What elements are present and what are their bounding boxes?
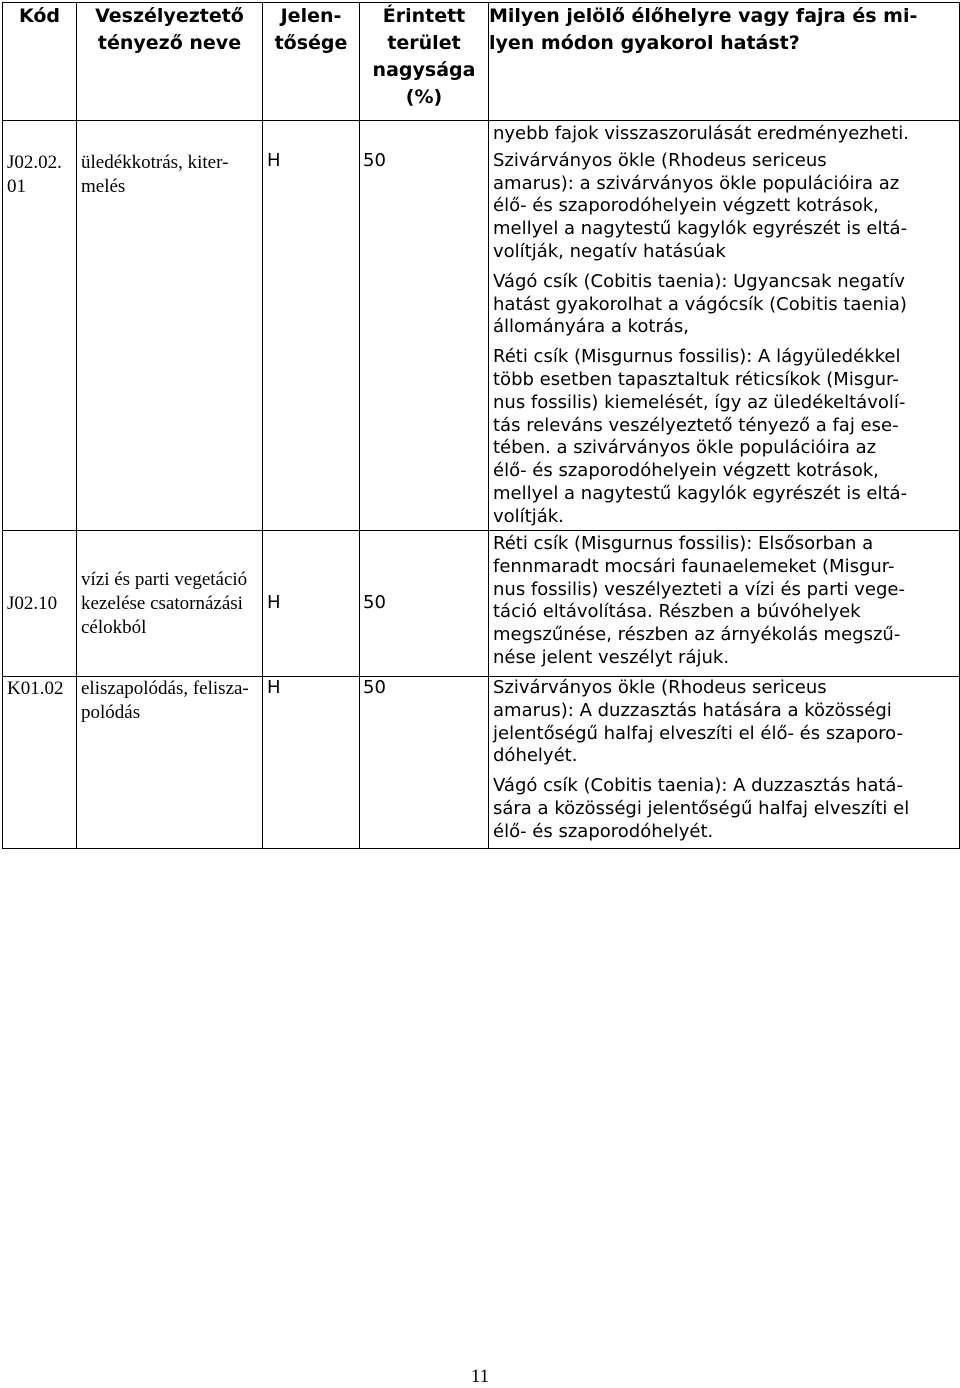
header-affected-area: Érintett terület nagysága (%) [360, 3, 489, 121]
impact-cell [489, 531, 960, 677]
table-row [3, 121, 960, 531]
header-impact: Milyen jelölő élőhelyre vagy fajra és mi- lyen módon gyakorol hatást? [489, 3, 960, 121]
carry-over-text: nyebb fajok visszaszorulását eredményezheti. [493, 123, 910, 144]
header-row [3, 3, 960, 121]
header-threat-name: Veszélyeztető tényező neve [77, 3, 263, 121]
threat-name-cell: üledékkotrás, kiter- melés [77, 121, 263, 531]
header-importance: Jelen- tősége [263, 3, 360, 121]
area-cell: 50 [360, 677, 489, 849]
threat-name-cell: eliszapolódás, felisza- polódás [77, 677, 263, 849]
impact-cell [489, 121, 960, 531]
importance-cell: H [263, 531, 360, 677]
page-number: 11 [470, 1366, 490, 1387]
effect-paragraph: Vágó csík (Cobitis taenia): Ugyancsak negatív hatást gyakorolhat a vágócsík (Cobitis taenia) állományára a kotrás, [493, 270, 907, 338]
effect-paragraph: Vágó csík (Cobitis taenia): A duzzasztás hatá- sára a közösségi jelentőségű halfaj elveszíti el élő- és szaporodóhelyét. [493, 775, 910, 842]
code-cell: J02.10 [3, 531, 77, 677]
threat-table [2, 2, 960, 849]
table-row [3, 531, 960, 677]
effect-paragraph: Réti csík (Misgurnus fossilis): A lágyüledékkel több esetben tapasztaltuk réticsíkok (Misgur- nus fossilis) kiemelését, így az üledékeltávolí- tás releváns veszélyeztető tényező a faj ese- tében. a szivárványos ökle populációira az élő- és szaporodóhelyein végzett kotrások, mellyel a nagytestű kagylók egyrészét is eltá- volítják. [493, 346, 908, 527]
table-row [3, 677, 960, 849]
impact-cell [489, 677, 960, 849]
importance-cell: H [263, 121, 360, 531]
code-cell: K01.02 [3, 677, 77, 849]
importance-cell: H [263, 677, 360, 849]
area-cell: 50 [360, 531, 489, 677]
effect-paragraph: Szivárványos ökle (Rhodeus sericeus amarus): A duzzasztás hatására a közösségi jelentőségű halfaj elveszíti el élő- és szaporo- dóhelyét. [493, 677, 903, 767]
area-cell: 50 [360, 121, 489, 531]
effect-paragraph: Réti csík (Misgurnus fossilis): Elsősorban a fennmaradt mocsári faunaelemeket (Misgur- nus fossilis) veszélyezteti a vízi és parti vege- táció eltávolítása. Részben a búvóhelyek megszűnése, részben az árnyékolás megszű- nése jelent veszélyt rájuk. [493, 533, 905, 668]
effect-paragraph: Szivárványos ökle (Rhodeus sericeus amarus): a szivárványos ökle populációira az élő- és szaporodóhelyein végzett kotrások, mellyel a nagytestű kagylók egyrészét is eltá- volítják, negatív hatásúak [493, 149, 908, 262]
code-cell: J02.02. 01 [3, 121, 77, 531]
header-code: Kód [3, 3, 77, 121]
threat-name-cell: vízi és parti vegetáció kezelése csatornázási célokból [77, 531, 263, 677]
